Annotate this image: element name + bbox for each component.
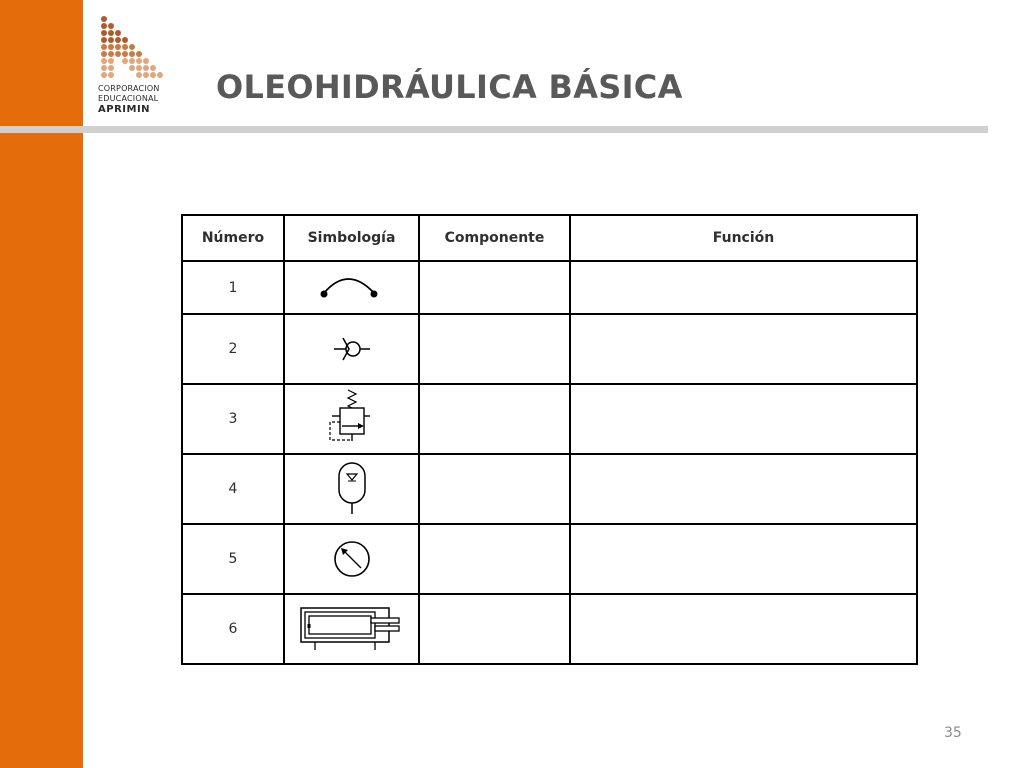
header-componente: Componente bbox=[419, 215, 570, 261]
table-row bbox=[182, 261, 917, 314]
logo-dots-icon bbox=[98, 14, 170, 82]
cell-numero: 3 bbox=[182, 384, 284, 454]
cell-componente bbox=[419, 594, 570, 664]
cell-numero: 5 bbox=[182, 524, 284, 594]
flexible-hose-icon bbox=[312, 273, 392, 303]
table-row bbox=[182, 454, 917, 524]
cell-simbologia bbox=[284, 384, 419, 454]
cell-simbologia bbox=[284, 524, 419, 594]
cell-componente bbox=[419, 261, 570, 314]
table-row bbox=[182, 594, 917, 664]
cell-componente bbox=[419, 524, 570, 594]
cell-simbologia bbox=[284, 261, 419, 314]
accumulator-icon bbox=[332, 460, 372, 518]
telescopic-cylinder-icon bbox=[297, 604, 407, 654]
side-accent-bar bbox=[0, 0, 83, 768]
page-number: 35 bbox=[944, 725, 962, 741]
cell-funcion bbox=[570, 384, 917, 454]
table-row bbox=[182, 314, 917, 384]
cell-componente bbox=[419, 384, 570, 454]
cell-componente bbox=[419, 314, 570, 384]
cell-simbologia bbox=[284, 454, 419, 524]
pressure-gauge-icon bbox=[330, 537, 374, 581]
table-row bbox=[182, 524, 917, 594]
cell-numero: 6 bbox=[182, 594, 284, 664]
logo-line-2: EDUCACIONAL bbox=[98, 94, 159, 103]
table-row bbox=[182, 384, 917, 454]
logo-line-3: APRIMIN bbox=[98, 104, 151, 115]
cell-numero: 2 bbox=[182, 314, 284, 384]
aprimin-logo bbox=[98, 14, 170, 118]
table-header-row bbox=[182, 215, 917, 261]
cell-funcion bbox=[570, 314, 917, 384]
cell-componente bbox=[419, 454, 570, 524]
cell-funcion bbox=[570, 594, 917, 664]
page-title: OLEOHIDRÁULICA BÁSICA bbox=[216, 68, 683, 106]
check-valve-icon bbox=[322, 334, 382, 364]
cell-numero: 4 bbox=[182, 454, 284, 524]
header-numero: Número bbox=[182, 215, 284, 261]
cell-funcion bbox=[570, 261, 917, 314]
cell-simbologia bbox=[284, 594, 419, 664]
header-rule bbox=[0, 126, 988, 133]
cell-numero: 1 bbox=[182, 261, 284, 314]
cell-simbologia bbox=[284, 314, 419, 384]
header-simbologia: Simbología bbox=[284, 215, 419, 261]
cell-funcion bbox=[570, 454, 917, 524]
pressure-relief-valve-icon bbox=[322, 388, 382, 450]
components-table bbox=[181, 214, 918, 665]
header-funcion: Función bbox=[570, 215, 917, 261]
cell-funcion bbox=[570, 524, 917, 594]
logo-line-1: CORPORACION bbox=[98, 84, 160, 93]
